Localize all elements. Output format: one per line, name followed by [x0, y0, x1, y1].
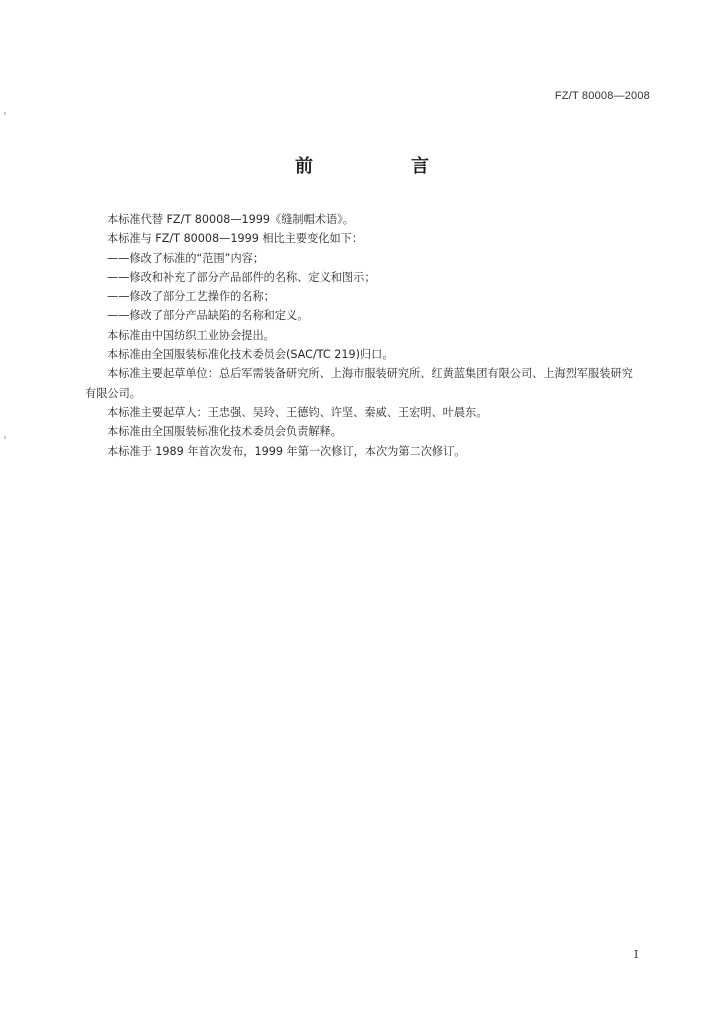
preface-body [85, 210, 640, 461]
change-list-item: ——修改和补充了部分产品部件的名称、定义和图示； [107, 270, 376, 284]
standard-code: FZ/T 80008—2008 [554, 90, 650, 102]
scan-edge-mark [4, 436, 6, 439]
preface-paragraph: 本标准代替 FZ/T 80008—1999《缝制帽术语》。 [107, 213, 354, 226]
preface-paragraph: 本标准由全国服装标准化技术委员会(SAC/TC 219)归口。 [107, 348, 394, 362]
preface-paragraph: 本标准由全国服装标准化技术委员会负责解释。 [107, 425, 342, 439]
page-title: 前 言 [295, 156, 469, 177]
drafters-paragraph: 本标准主要起草人：王忠强、吴玲、王德钧、许坚、秦威、王宏明、叶晨东。 [107, 405, 488, 419]
page-number: I [634, 948, 639, 961]
preface-paragraph: 本标准与 FZ/T 80008—1999 相比主要变化如下： [107, 232, 364, 246]
revision-history-paragraph: 本标准于 1989 年首次发布，1999 年第一次修订，本次为第二次修订。 [107, 444, 466, 458]
change-list-item: ——修改了部分工艺操作的名称； [107, 290, 275, 304]
change-list-item: ——修改了标准的“范围”内容； [107, 251, 265, 265]
change-list-item: ——修改了部分产品缺陷的名称和定义。 [107, 309, 309, 323]
scan-edge-mark [4, 112, 6, 115]
drafting-units-paragraph: 本标准主要起草单位：总后军需装备研究所、上海市服装研究所、红黄蓝集团有限公司、上海烈军服装研究有限公司。 [85, 367, 633, 400]
preface-paragraph: 本标准由中国纺织工业协会提出。 [107, 328, 275, 342]
